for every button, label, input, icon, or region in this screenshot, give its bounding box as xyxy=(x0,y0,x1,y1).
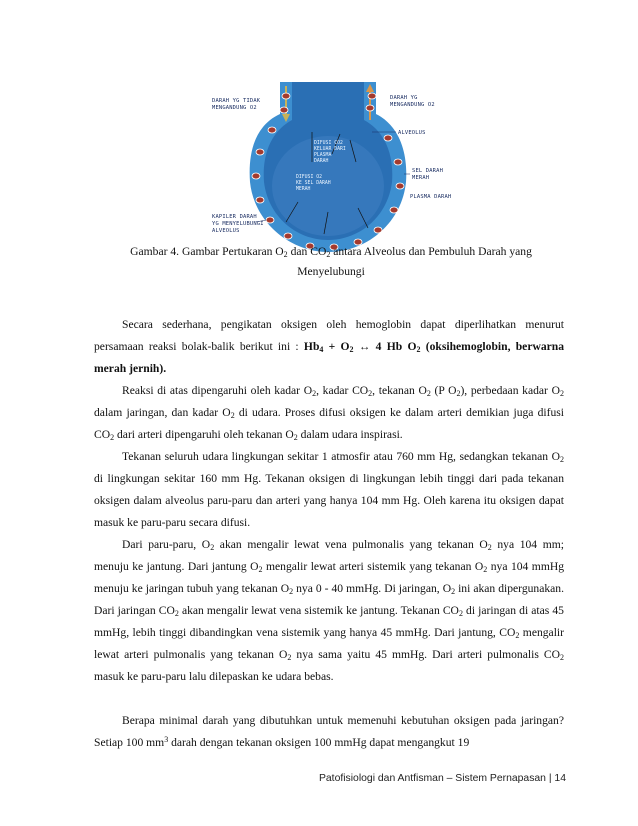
caption-line-2: Menyelubungi xyxy=(297,265,365,278)
paragraph-pressure: Tekanan seluruh udara lingkungan sekitar 1 atmosfir atau 760 mm Hg, sedangkan tekanan $O_2$ di lingkungan sekitar 160 mm Hg. Tekanan oksigen di lingkungan lebih tinggi dari pada tekanan oksigen dalam alveolus paru-paru dan arteri yang hanya 104 mm Hg. Oleh karena itu oksigen dapat masuk ke paru-paru secara difusi. xyxy=(94,450,564,529)
alveolus-label: ALVEOLUS xyxy=(398,130,426,136)
paragraph-blood-volume: Berapa minimal darah yang dibutuhkan untuk memenuhi kebutuhan oksigen pada jaringan? Setiap 100 $mm^3$ darah dengan tekanan oksigen 100 mmHg dapat mengangkut 19 xyxy=(94,714,564,749)
co2-diffusion-label: DIFUSI CO2 KELUAR DARI PLASMA DARAH xyxy=(314,141,346,164)
o2-diffusion-label: DIFUSI O2 KE SEL DARAH MERAH xyxy=(296,175,331,192)
paragraph-factors: Reaksi di atas dipengaruhi oleh kadar $O_2$, kadar $CO_2$, tekanan $O_2$ (P $O_2$), perbedaan kadar $O_2$ dalam jaringan, dan kadar $O_2$ di udara. Proses difusi oksigen ke dalam arteri demikian juga difusi $CO_2$ dari arteri dipengaruhi oleh tekanan $O_2$ dalam udara inspirasi. xyxy=(94,384,564,442)
paragraph-circulation: Dari paru-paru, $O_2$ akan mengalir lewat vena pulmonalis yang tekanan $O_2$ nya 104 mm; menuju ke jantung. Dari jantung $O_2$ mengalir lewat arteri sistemik yang tekanan $O_2$ nya 104 mmHg menuju ke jaringan tubuh yang tekanan $O_2$ nya 0 - 40 mmHg. Di jaringan, $O_2$ ini akan dipergunakan. Dari jaringan $CO_2$ akan mengalir lewat vena sistemik ke jantung. Tekanan $CO_2$ di jaringan di atas 45 mmHg, lebih tinggi dibandingkan vena sistemik yang hanya 45 mmHg. Dari jantung, $CO_2$ mengalir lewat arteri pulmonalis yang tekanan $O_2$ nya sama yaitu 45 mmHg. Dari arteri pulmonalis $CO_2$ masuk ke paru-paru lalu dilepaskan ke udara bebas. xyxy=(94,538,565,683)
plasma-label: PLASMA DARAH xyxy=(410,194,452,200)
alveolus-diagram xyxy=(200,82,480,254)
paragraph-reaction: Secara sederhana, pengikatan oksigen oleh hemoglobin dapat diperlihatkan menurut persamaan reaksi bolak-balik berikut ini : $Hb_4 + O_2$ ↔ 4 Hb $O_2$ (oksihemoglobin, berwarna merah jernih). xyxy=(94,318,565,375)
capillary-label: KAPILER DARAH YG MENYELUBUNGI ALVEOLUS xyxy=(212,214,264,234)
figure-caption xyxy=(96,242,566,282)
caption-line-1: Gambar 4. Gambar Pertukaran $O_2$ dan $CO_2$ antara Alveolus dan Pembuluh Darah yang xyxy=(130,245,532,259)
page-footer: Patofisiologi dan Antfisman – Sistem Pernapasan | 14 xyxy=(318,773,566,784)
red-cell-label: SEL DARAH MERAH xyxy=(412,168,444,181)
deoxygenated-blood-label: DARAH YG TIDAK MENGANDUNG O2 xyxy=(212,98,261,111)
oxygenated-blood-label: DARAH YG MENGANDUNG O2 xyxy=(390,95,435,108)
